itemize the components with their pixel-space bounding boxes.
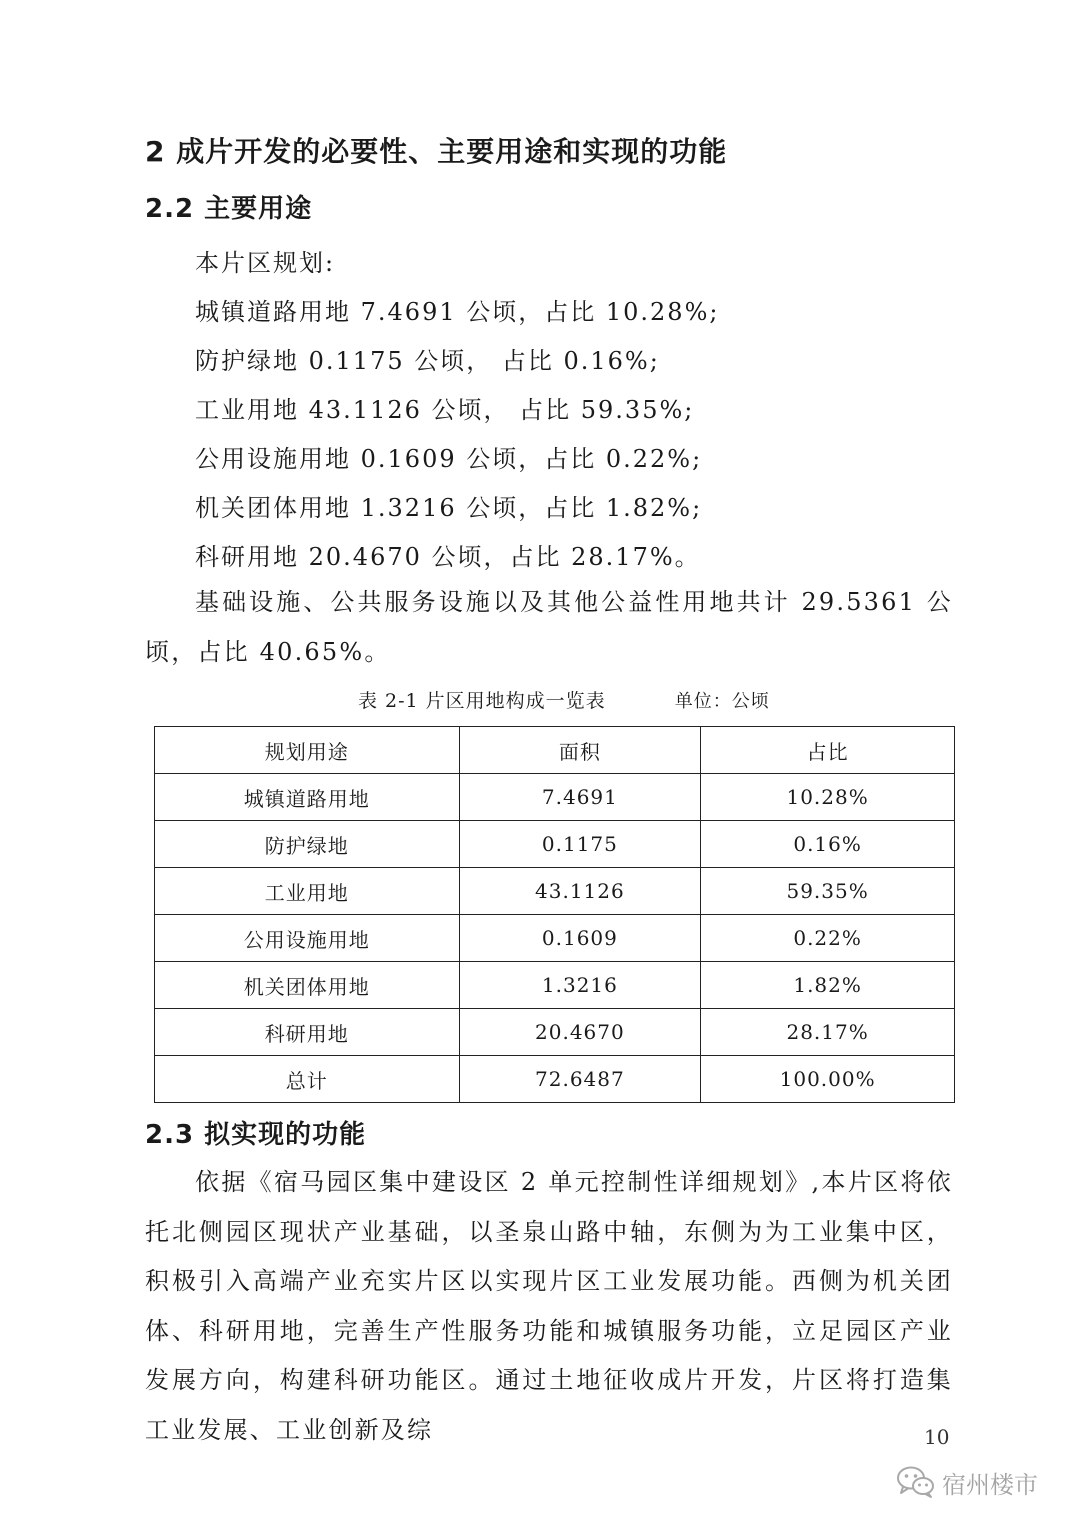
- chapter-heading: 2 成片开发的必要性、主要用途和实现的功能: [145, 135, 728, 168]
- list-item: 工业用地 43.1126 公顷， 占比 59.35%;: [195, 396, 695, 424]
- table-row: [155, 868, 955, 915]
- cell-use: 防护绿地: [155, 821, 460, 868]
- cell-area: 7.4691: [459, 774, 701, 821]
- cell-ratio: 100.00%: [701, 1056, 955, 1103]
- table-row: [155, 821, 955, 868]
- cell-area: 20.4670: [459, 1009, 701, 1056]
- table-header-row: [155, 727, 955, 774]
- functions-paragraph: 依据《宿马园区集中建设区 2 单元控制性详细规划》,本片区将依托北侧园区现状产业基础，以圣泉山路中轴，东侧为为工业集中区，积极引入高端产业充实片区以实现片区工业发展功能。西侧为机关团体、科研用地，完善生产性服务功能和城镇服务功能，立足园区产业发展方向，构建科研功能区。通过土地征收成片开发，片区将打造集工业发展、工业创新及综: [145, 1168, 953, 1444]
- cell-ratio: 28.17%: [701, 1009, 955, 1056]
- table-row: [155, 962, 955, 1009]
- list-item: 机关团体用地 1.3216 公顷，占比 1.82%;: [195, 494, 703, 522]
- table-row: [155, 774, 955, 821]
- column-header: 占比: [701, 727, 955, 774]
- cell-use: 公用设施用地: [155, 915, 460, 962]
- cell-use: 城镇道路用地: [155, 774, 460, 821]
- column-header: 规划用途: [155, 727, 460, 774]
- cell-area: 1.3216: [459, 962, 701, 1009]
- column-header: 面积: [459, 727, 701, 774]
- cell-use: 科研用地: [155, 1009, 460, 1056]
- cell-area: 0.1609: [459, 915, 701, 962]
- cell-area: 72.6487: [459, 1056, 701, 1103]
- cell-use: 工业用地: [155, 868, 460, 915]
- table-title: 表 2-1 片区用地构成一览表: [358, 690, 606, 712]
- cell-use: 机关团体用地: [155, 962, 460, 1009]
- table-caption: [358, 686, 770, 713]
- list-item: 防护绿地 0.1175 公顷， 占比 0.16%;: [195, 347, 660, 375]
- cell-area: 43.1126: [459, 868, 701, 915]
- table-row: [155, 915, 955, 962]
- account-watermark: [896, 1462, 1038, 1502]
- table-unit: 单位：公顷: [674, 691, 770, 712]
- cell-ratio: 59.35%: [701, 868, 955, 915]
- plan-intro: 本片区规划:: [195, 249, 336, 277]
- watermark-text: 宿州楼市: [942, 1470, 1038, 1499]
- cell-use: 总计: [155, 1056, 460, 1103]
- list-item: 科研用地 20.4670 公顷，占比 28.17%。: [195, 543, 701, 571]
- cell-area: 0.1175: [459, 821, 701, 868]
- list-item: 公用设施用地 0.1609 公顷，占比 0.22%;: [195, 445, 703, 473]
- page-number: 10: [924, 1425, 950, 1449]
- list-item: 城镇道路用地 7.4691 公顷，占比 10.28%;: [195, 298, 720, 326]
- cell-ratio: 0.16%: [701, 821, 955, 868]
- section-heading-2-2: 2.2 主要用途: [145, 194, 313, 224]
- cell-ratio: 1.82%: [701, 962, 955, 1009]
- table-row: [155, 1009, 955, 1056]
- table-total-row: [155, 1056, 955, 1103]
- land-use-table: [154, 726, 955, 1103]
- summary-paragraph: 基础设施、公共服务设施以及其他公益性用地共计 29.5361 公顷，占比 40.65%。: [145, 588, 953, 666]
- cell-ratio: 0.22%: [701, 915, 955, 962]
- cell-ratio: 10.28%: [701, 774, 955, 821]
- section-heading-2-3: 2.3 拟实现的功能: [145, 1120, 367, 1150]
- wechat-icon: [896, 1465, 936, 1499]
